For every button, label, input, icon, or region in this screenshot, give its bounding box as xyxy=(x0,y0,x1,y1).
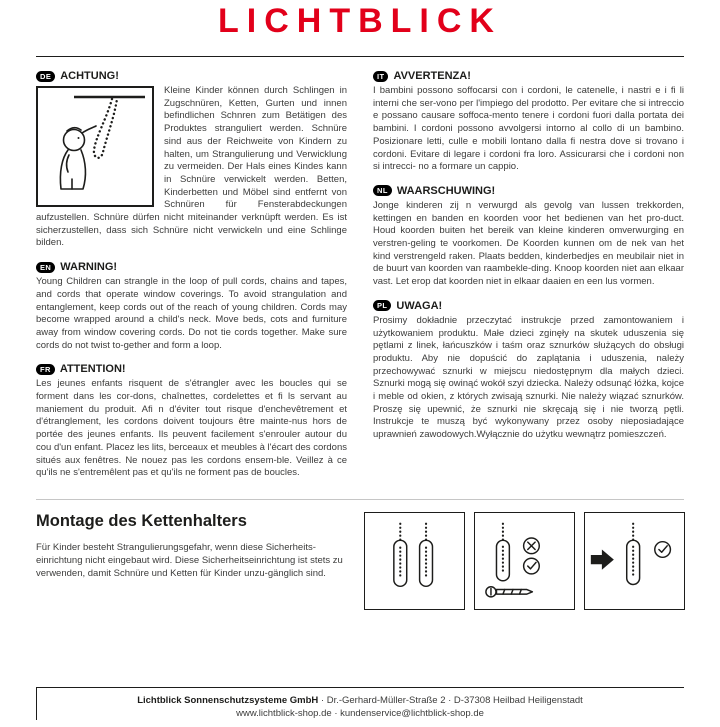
warning-it-text: I bambini possono soffocarsi con i cordoni, le catenelle, i nastri e i fi li interni che ser-vono per l'impiego del prodotto. Per evitare che si intreccio e possano causare soffoca-mento tenere i cordoni fuori dalla portata dei bambini. I cordoni possono avvolgersi intorno al collo di un bambino. Posizionare letti, culle e mobili lontano dalla fi nestra dove si trovano i cordoni. Evitare di legare i cordoni fra loro. Assicurarsi che i cordoni non si intrecci- no a formare un cappio. xyxy=(373,85,684,173)
footer-address-line xyxy=(36,694,684,707)
brand-logo: LICHTBLICK xyxy=(218,2,502,40)
child-strangulation-hazard-illustration xyxy=(36,86,154,207)
montage-text-block xyxy=(36,512,348,610)
warning-fr xyxy=(36,363,347,480)
warning-de-header xyxy=(36,70,347,82)
montage-text: Für Kinder besteht Strangulierungsgefahr, wenn diese Sicherheits-einrichtung nicht eingebaut wird. Diese Sicherheitseinrichtung ist stets zu verwenden, damit Schnüre und Ketten für Kinder unzu-gänglich sind. xyxy=(36,541,343,580)
montage-title: Montage des Kettenhalters xyxy=(36,511,247,530)
arrow-right-icon xyxy=(590,549,613,569)
section-divider xyxy=(36,499,684,500)
warnings-section xyxy=(36,70,684,491)
warning-fr-text: Les jeunes enfants risquent de s'étrangler avec les boucles qui se forment dans les cor-dons, chaînettes, cordelettes et fi ls servant au maniement du produit. Afi n d'éviter tout risque d'enchevêtrement et d'étranglement, les cordons doivent toujours être mainte-nus hors de portée des jeunes enfants. Ils peuvent facilement s'enrouler autour du cou d'un enfant. Placez les lits, berceaux et meubles à l'écart des cordons situés aux fenêtres. Ne nouez pas les cordons ensem-ble. Veillez à ce qu'ils ne s'entremêlent pas et qu'ils ne forment pas de boucles. xyxy=(36,378,347,479)
warning-de-text: Kleine Kinder können durch Schlingen in Zugschnüren, Ketten, Gurten und innen befindlichen Schnren zum Betätigen des Produktes stranguliert werden. Schnüre sind aus der Reichweite von Kindern zu halten, um Strangulierung und Verwicklung zu vermeiden. Der Hals eines Kindes kann in Schnüre verwickelt werden. Betten, Kinderbetten und Möbel sind entfernt von Schnüren für Fensterabdeckungen aufzustellen. Schnüre dürfen nicht miteinander verknüpft werden. Es ist sicherzustellen, dass sich Schnüre nicht verwickeln und eine Schlinge bilden. xyxy=(36,85,347,249)
lang-badge-it: IT xyxy=(373,71,388,82)
warning-de-body xyxy=(36,85,347,250)
warning-nl xyxy=(373,185,684,289)
montage-section xyxy=(36,512,684,610)
lang-badge-nl: NL xyxy=(373,185,392,196)
warning-en xyxy=(36,261,347,352)
warnings-column-left xyxy=(36,70,347,491)
warning-nl-text: Jonge kinderen zij n verwurgd als gevolg van lussen trekkorden, kettingen en banden en koorden voor het bedienen van het pro-duct. Houd koorden buiten het bereik van kleine kinderen omverwurging en verstren-geling te voorkomen. De Koorden kunnen om de nek van het kind verstrengeld raken. Plaats bedden, kinderbedjes en meubilair niet in de buurt van koorden van raambekle-ding. Knoop koorden niet aan elkaar vast. Let erop dat koorden niet in elkaar daaien en een lus vormen. xyxy=(373,199,684,288)
warning-nl-title: WAARSCHUWING! xyxy=(396,184,496,197)
warning-pl-header xyxy=(373,300,684,312)
warning-en-header xyxy=(36,261,347,273)
warnings-column-right xyxy=(373,70,684,491)
warning-pl xyxy=(373,300,684,442)
warning-it xyxy=(373,70,684,174)
footer-contact-line: www.lichtblick-shop.de · kundenservice@lichtblick-shop.de xyxy=(236,708,484,719)
lang-badge-en: EN xyxy=(36,262,55,273)
warning-fr-header xyxy=(36,363,347,375)
warning-de xyxy=(36,70,347,250)
montage-steps xyxy=(364,512,685,610)
warning-en-title: WARNING! xyxy=(60,261,118,274)
lang-badge-fr: FR xyxy=(36,364,55,375)
warning-pl-text: Prosimy dokładnie przeczytać instrukcje przed zamontowaniem i użytkowaniem produktu. Małe dzieci zginęły na skutek uduszenia się pętlami z linek, łańcuszków i taśm oraz sznurków służących do obsługi produktu. Aby nie dopuścić do zaplątania i uduszenia, należy przechowywać sznurki w miejscu niedostępnym dla małych dzieci. Sznurki mogą się owinąć wokół szyi dziecka. Należy odsunąć łóżka, kojce i meble od okien, z których zwisają sznurki. Nie należy wiązać sznurków. Proszę się upewnić, że sznurki nie skręcają się i nie tworzą pętli. Instrukcje te muszą być wykonywany przez osoby nieposiadające uprawnień zawodowych.Wyłącznie do użytku wewnątrz pomieszczeń. xyxy=(373,314,684,441)
warning-nl-header xyxy=(373,185,684,197)
footer-address: · Dr.-Gerhard-Müller-Straße 2 · D-37308 Heilbad Heiligenstadt xyxy=(320,695,583,706)
warning-en-text: Young Children can strangle in the loop of pull cords, chains and tapes, and cords that operate window coverings. To avoid strangulation and entanglement, keep cords out of the reach of young children. Cords may become wrapped around a child's neck. Move beds, cots and furniture away from window covering cords. Do not tie cords together. Make sure cords do not twist to-gether and form a loop. xyxy=(36,276,347,351)
chain-holder-step-1-illustration xyxy=(364,512,465,610)
chain-holder-step-3-illustration xyxy=(584,512,685,610)
header-divider xyxy=(36,56,684,57)
footer-divider xyxy=(36,687,684,688)
warning-fr-title: ATTENTION! xyxy=(59,363,126,376)
screw-icon xyxy=(485,587,531,597)
warning-it-header xyxy=(373,70,684,82)
warning-it-title: AVVERTENZA! xyxy=(393,70,471,82)
warning-de-title: ACHTUNG! xyxy=(60,70,119,82)
print-mark xyxy=(36,687,37,720)
lang-badge-de: DE xyxy=(36,71,55,82)
footer-company: Lichtblick Sonnenschutzsysteme GmbH xyxy=(137,695,319,706)
chain-holder-step-2-illustration xyxy=(474,512,575,610)
warning-pl-title: UWAGA! xyxy=(396,299,443,312)
footer xyxy=(36,687,684,720)
lang-badge-pl: PL xyxy=(373,300,391,311)
